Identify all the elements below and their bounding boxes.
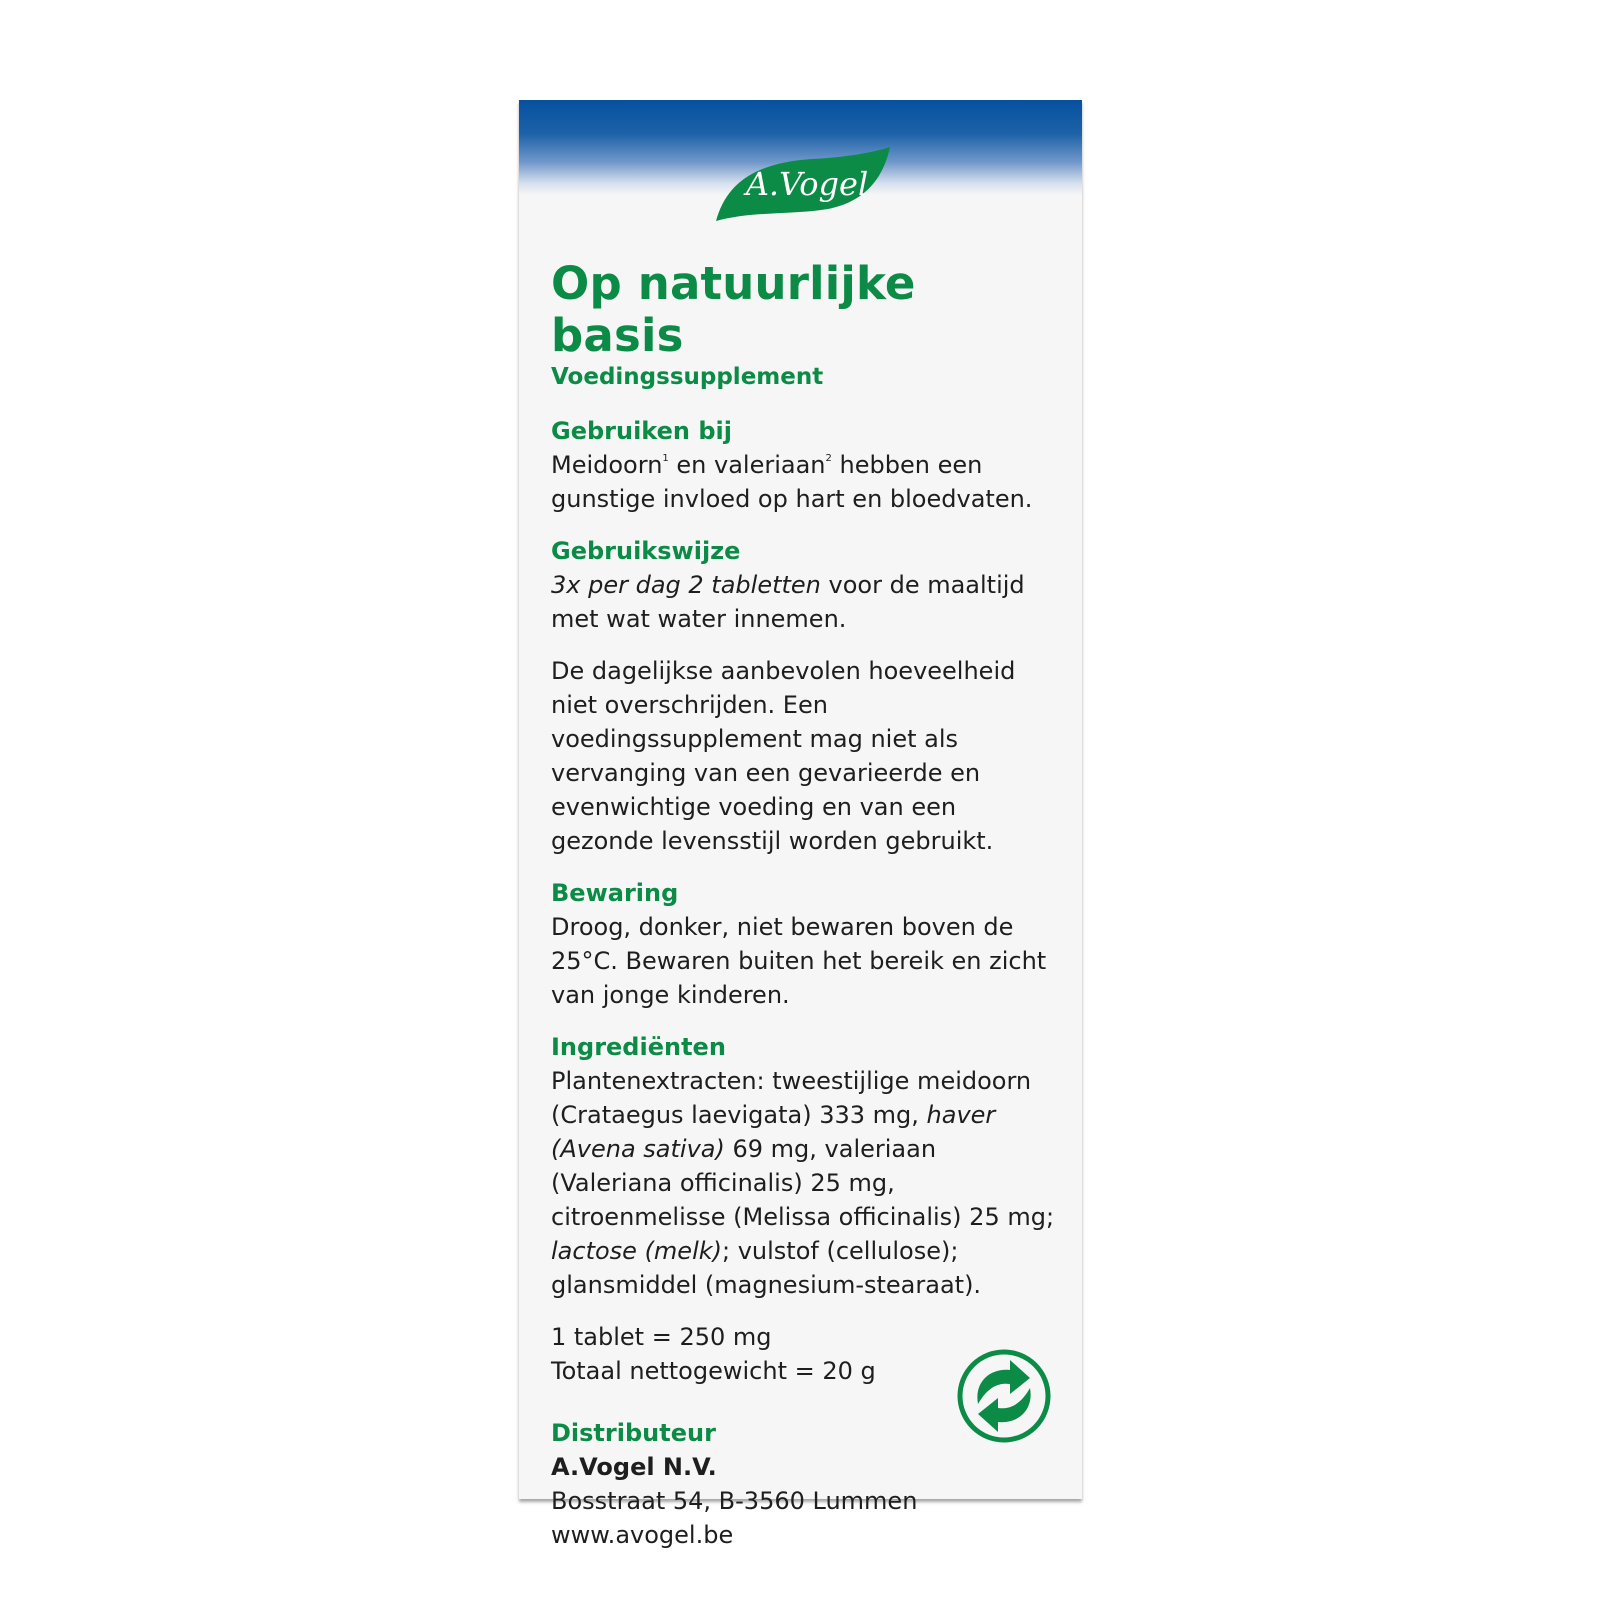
ingredients-part1: Plantenextracten: tweestijlige meidoorn (Crataegus laevigata) 333 mg, bbox=[551, 1067, 1032, 1129]
section-heading-ingredienten: Ingrediënten bbox=[551, 1033, 726, 1061]
distributor-address: Bosstraat 54, B-3560 Lummen bbox=[551, 1487, 918, 1515]
ingredients-part3: ; vulstof (cellulose); glansmiddel (magnesium-stearaat). bbox=[551, 1237, 982, 1299]
distributor-company: A.Vogel N.V. bbox=[551, 1453, 717, 1481]
bewaring-text: Droog, donker, niet bewaren boven de 25°C. Bewaren buiten het bereik en zicht van jonge kinderen. bbox=[551, 913, 1047, 1009]
green-dot-recycle-icon bbox=[956, 1348, 1052, 1444]
section-heading-bewaring: Bewaring bbox=[551, 879, 679, 907]
ingredienten-text bbox=[551, 1064, 1061, 1302]
footnote-1: 1 bbox=[662, 453, 669, 464]
net-weight: Totaal nettogewicht = 20 g bbox=[551, 1357, 876, 1385]
section-heading-gebruiken: Gebruiken bij bbox=[551, 417, 732, 445]
tablet-weight: 1 tablet = 250 mg bbox=[551, 1323, 772, 1351]
gebruiken-part3: hebben een gunstige invloed op hart en bloedvaten. bbox=[551, 451, 1033, 513]
distributor-website: www.avogel.be bbox=[551, 1521, 734, 1549]
gebruikswijze-text bbox=[551, 568, 1061, 636]
gebruiken-part2: en valeriaan bbox=[668, 451, 826, 479]
ingredients-lactose: lactose (melk) bbox=[551, 1237, 722, 1265]
dosage-italic: 3x per dag 2 tabletten bbox=[551, 571, 821, 599]
page-title: Op natuurlijke basis bbox=[551, 257, 916, 362]
section-heading-gebruikswijze: Gebruikswijze bbox=[551, 537, 741, 565]
footnote-2: 2 bbox=[825, 453, 832, 464]
avogel-logo bbox=[712, 145, 892, 225]
warning-text: De dagelijkse aanbevolen hoeveelheid niet overschrijden. Een voedingssupplement mag niet als vervanging van een gevarieerde en evenwichtige voeding en van een gezonde levensstijl worden gebruikt. bbox=[551, 657, 1016, 855]
ingredients-part2: 69 mg, valeriaan (Valeriana officinalis) 25 mg, citroenmelisse (Melissa officinalis) 25 mg; bbox=[551, 1135, 1055, 1231]
dosage-rest: voor de maaltijd met wat water innemen. bbox=[551, 571, 1025, 633]
section-heading-distributeur: Distributeur bbox=[551, 1419, 716, 1447]
logo-text: A.Vogel bbox=[745, 165, 869, 203]
gebruiken-text bbox=[551, 448, 1061, 516]
gebruiken-part1: Meidoorn bbox=[551, 451, 663, 479]
page-subtitle: Voedingssupplement bbox=[551, 364, 824, 390]
product-label bbox=[519, 100, 1082, 1549]
ingredients-haver: haver (Avena sativa) bbox=[551, 1101, 996, 1163]
